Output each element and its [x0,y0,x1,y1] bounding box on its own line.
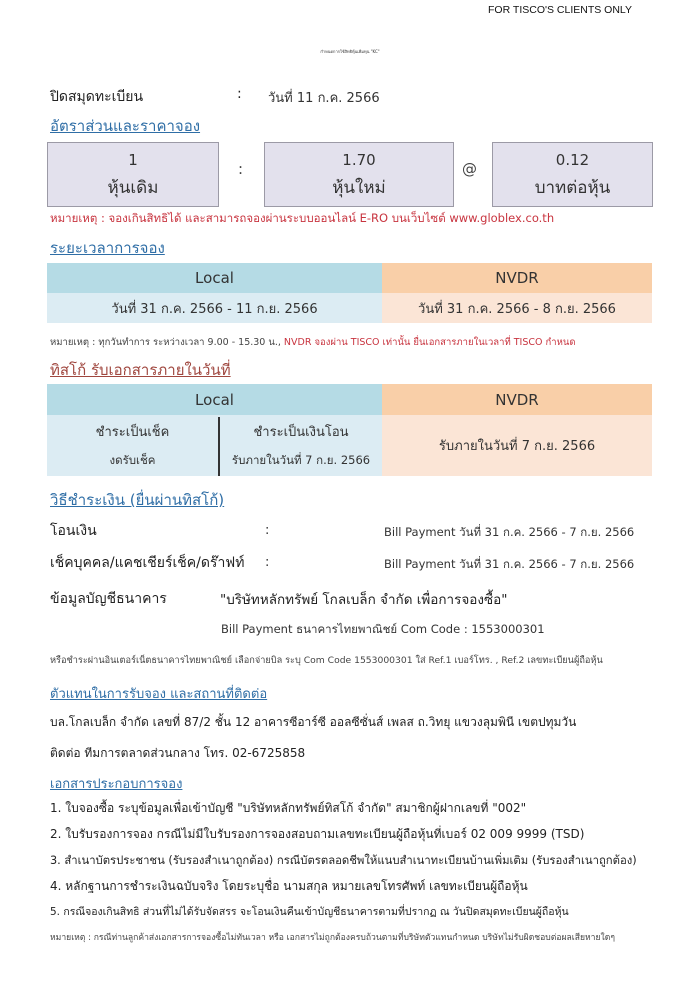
period-table [47,263,652,323]
ratio-box-price [492,142,653,207]
required-doc-item: 1. ใบจองซื้อ ระบุข้อมูลเพื่อเข้าบัญชี "บริษัทหลักทรัพย์ทิสโก้ จำกัด" สมาชิกผู้ฝากเลขที่ "002" [50,801,527,815]
payment-cheque-value: Bill Payment วันที่ 31 ก.ค. 2566 - 7 ก.ย. 2566 [384,557,635,571]
agent-contact: ติดต่อ ทีมการตลาดส่วนกลาง โทร. 02-6725858 [50,746,306,760]
bank-info-label: ข้อมูลบัญชีธนาคาร [50,591,167,607]
bank-account-name: "บริษัทหลักทรัพย์ โกลเบล็ก จำกัด เพื่อการจองซื้อ" [220,592,508,608]
period-local-header: Local [47,263,382,293]
book-closing-label: ปิดสมุดทะเบียน [50,89,144,105]
book-closing-colon: : [237,86,242,102]
price-label: บาทต่อหุ้น [534,177,611,198]
page-title: กำหนดการใช้สิทธิหุ้นเพิ่มทุน "KC" [320,49,380,54]
payment-transfer-value: Bill Payment วันที่ 31 ก.ค. 2566 - 7 ก.ย. 2566 [384,525,635,539]
documents-nvdr-header: NVDR [382,384,652,415]
required-doc-item: 2. ใบรับรองการจอง กรณีไม่มีใบรับรองการจองสอบถามเลขทะเบียนผู้ถือหุ้นที่เบอร์ 02 009 9999 (TSD) [50,827,585,841]
required-doc-item: 5. กรณีจองเกินสิทธิ ส่วนที่ไม่ได้รับจัดสรร จะโอนเงินคืนเข้าบัญชีธนาคารตามที่ปรากฏ ณ วันปิดสมุดทะเบียนผู้ถือหุ้น [50,906,569,918]
period-nvdr-header: NVDR [382,263,652,293]
agent-address: บล.โกลเบล็ก จำกัด เลขที่ 87/2 ชั้น 12 อาคารซีอาร์ซี ออลซีซั่นส์ เพลส ถ.วิทยุ แขวงลุมพินี เขตปทุมวัน [50,715,577,729]
footer-note: หมายเหตุ : กรณีท่านลูกค้าส่งเอกสารการจองซื้อไม่ทันเวลา หรือ เอกสารไม่ถูกต้องครบถ้วนตามที่บริษัทตัวแทนกำหนด บริษัทไม่รับผิดชอบต่อผลเสียหายใดๆ [50,933,615,943]
period-heading: ระยะเวลาการจอง [50,239,165,257]
required-docs-heading: เอกสารประกอบการจอง [50,777,183,792]
payment-transfer-label: โอนเงิน [50,523,97,539]
required-doc-item: 3. สำเนาบัตรประชาชน (รับรองสำเนาถูกต้อง) กรณีบัตรตลอดชีพให้แนบสำเนาทะเบียนบ้านเพิ่มเติม (รับรองสำเนาถูกต้อง) [50,854,637,867]
new-shares-label: หุ้นใหม่ [332,177,386,198]
book-closing-date: วันที่ 11 ก.ค. 2566 [268,91,380,106]
payment-cheque-colon: : [265,555,270,570]
required-doc-item: 4. หลักฐานการชำระเงินฉบับจริง โดยระบุชื่อ นามสกุล หมายเลขโทรศัพท์ เลขทะเบียนผู้ถือหุ้น [50,879,528,893]
documents-date-table [47,384,652,476]
client-only-note: FOR TISCO'S CLIENTS ONLY [488,4,632,16]
ratio-box-old-shares [47,142,219,207]
documents-nvdr-value: รับภายในวันที่ 7 ก.ย. 2566 [382,415,652,476]
documents-local-header: Local [47,384,382,415]
cheque-title: ชำระเป็นเช็ค [95,424,170,440]
cheque-value: งดรับเช็ค [109,453,156,467]
old-shares-label: หุ้นเดิม [107,177,159,198]
payment-heading: วิธีชำระเงิน (ยื่นผ่านทิสโก้) [50,491,225,509]
period-note [50,335,576,350]
period-local-value: วันที่ 31 ก.ค. 2566 - 11 ก.ย. 2566 [47,293,382,323]
payment-transfer-colon: : [265,523,270,538]
ratio-separator-colon: : [238,160,244,178]
old-shares-number: 1 [128,150,138,169]
internet-banking-note: หรือชำระผ่านอินเตอร์เน็ตธนาคารไทยพาณิชย์ เลือกจ่ายบิล ระบุ Com Code 1553000301 ใส่ Ref.1 เบอร์โทร. , Ref.2 เลขทะเบียนผู้ถือหุ้น [50,655,603,666]
period-note-general: หมายเหตุ : ทุกวันทำการ ระหว่างเวลา 9.00 - 15.30 น., [50,337,284,348]
payment-cheque-label: เช็คบุคคล/แคชเชียร์เช็ค/ดร๊าฟท์ [50,555,245,571]
new-shares-number: 1.70 [342,150,376,169]
agent-heading: ตัวแทนในการรับจอง และสถานที่ติดต่อ [50,687,268,702]
transfer-value: รับภายในวันที่ 7 ก.ย. 2566 [231,453,371,467]
ratio-note: หมายเหตุ : จองเกินสิทธิได้ และสามารถจองผ่านระบบออนไลน์ E-RO บนเว็บไซต์ www.globlex.co.th [50,211,555,225]
transfer-title: ชำระเป็นเงินโอน [253,424,349,440]
period-nvdr-value: วันที่ 31 ก.ค. 2566 - 8 ก.ย. 2566 [382,293,652,323]
bill-payment-info: Bill Payment ธนาคารไทยพาณิชย์ Com Code : 1553000301 [221,622,545,636]
price-number: 0.12 [555,150,590,169]
documents-date-heading: ทิสโก้ รับเอกสารภายในวันที่ [50,361,231,379]
period-note-nvdr: NVDR จองผ่าน TISCO เท่านั้น ยื่นเอกสารภายในเวลาที่ TISCO กำหนด [283,337,576,348]
ratio-heading: อัตราส่วนและราคาจอง [50,117,201,135]
ratio-separator-at: @ [462,160,477,178]
ratio-box-new-shares [264,142,454,207]
